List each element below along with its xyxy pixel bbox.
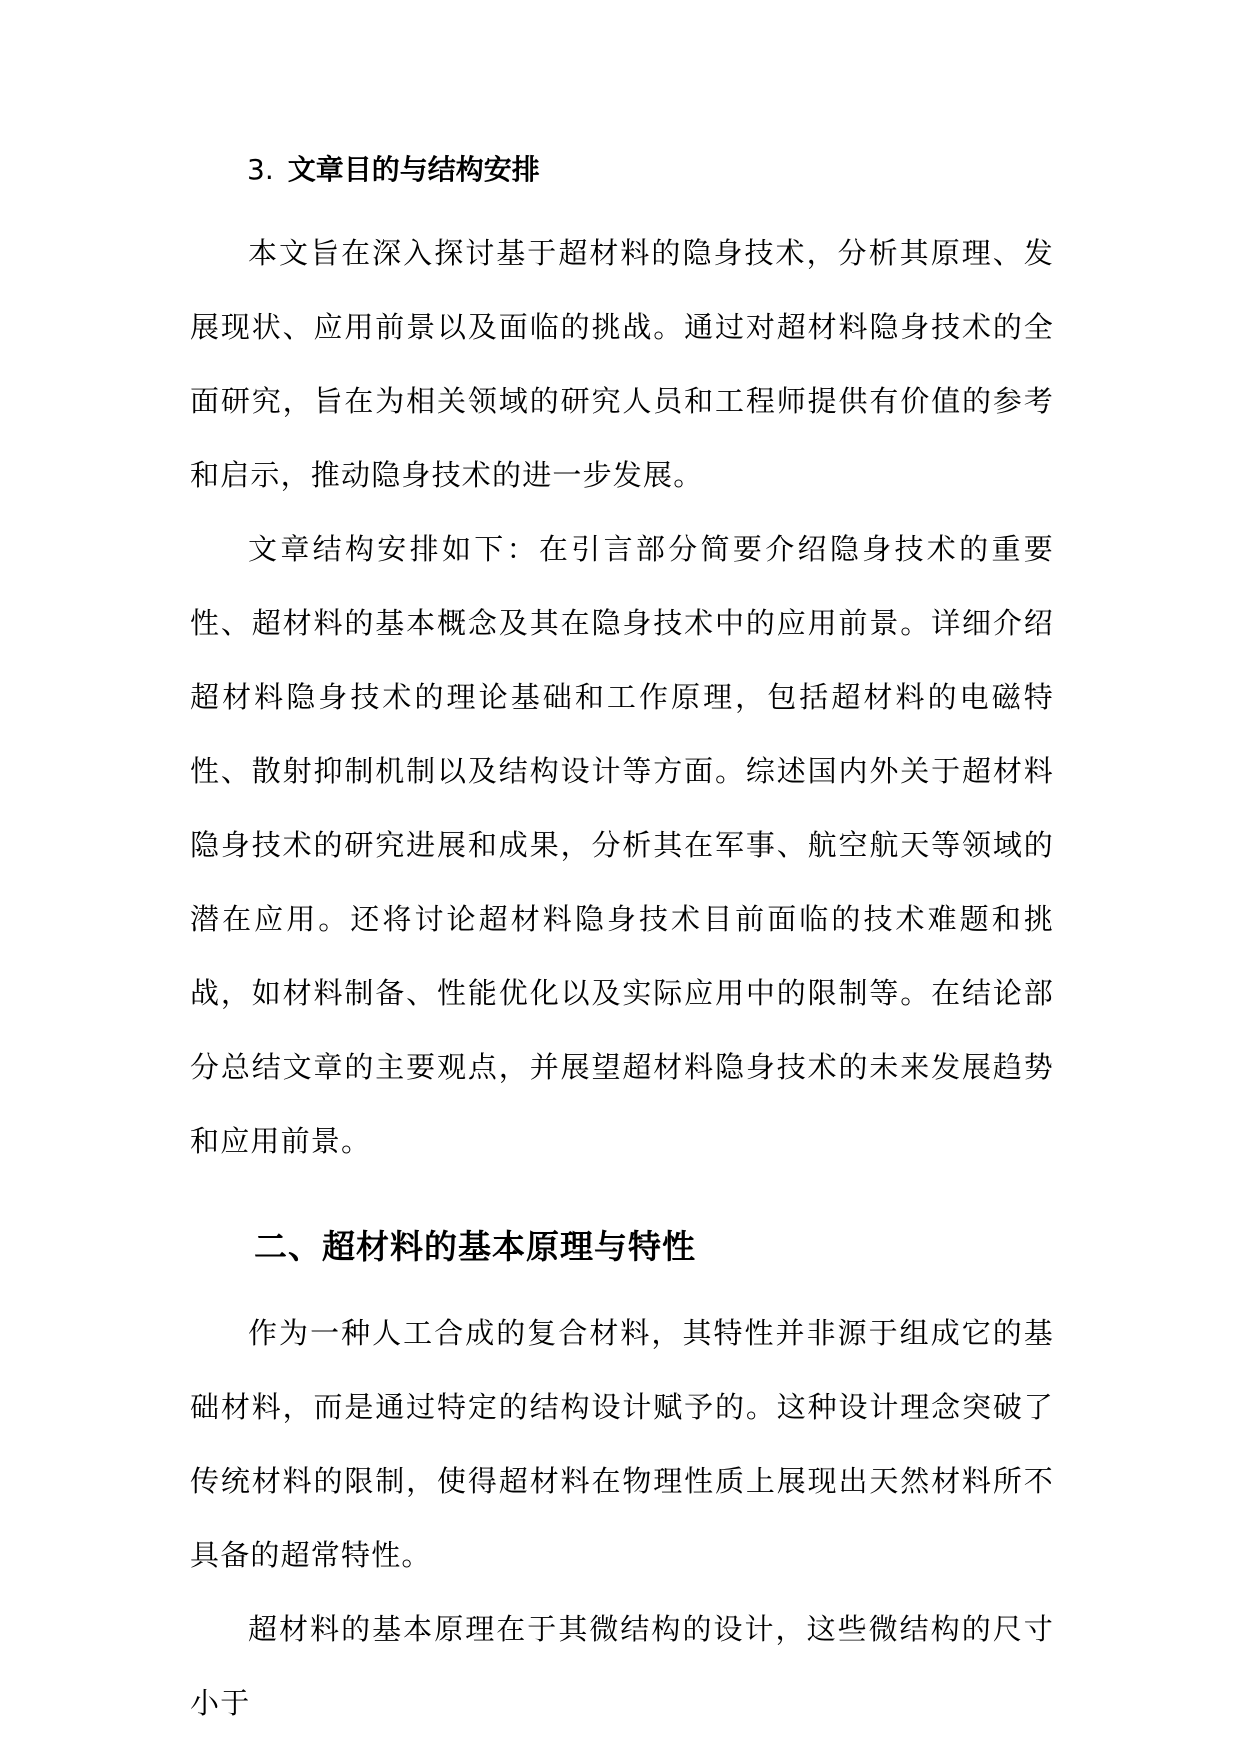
paragraph-metamaterial-principle: 超材料的基本原理在于其微结构的设计，这些微结构的尺寸小于 [190, 1612, 1054, 1720]
section-heading: 二、超材料的基本原理与特性 [254, 1227, 696, 1266]
paragraph-metamaterial-definition: 作为一种人工合成的复合材料，其特性并非源于组成它的基础材料，而是通过特定的结构设计赋予的。这种设计理念突破了传统材料的限制，使得超材料在物理性质上展现出天然材料所不具备的超常特性。 [190, 1316, 1054, 1572]
page-content [190, 150, 1054, 1740]
subsection-number: 3. [247, 153, 274, 186]
subsection-title: 文章目的与结构安排 [287, 153, 540, 186]
paragraph-structure: 文章结构安排如下：在引言部分简要介绍隐身技术的重要性、超材料的基本概念及其在隐身技术中的应用前景。详细介绍超材料隐身技术的理论基础和工作原理，包括超材料的电磁特性、散射抑制机制以及结构设计等方面。综述国内外关于超材料隐身技术的研究进展和成果，分析其在军事、航空航天等领域的潜在应用。还将讨论超材料隐身技术目前面临的技术难题和挑战，如材料制备、性能优化以及实际应用中的限制等。在结论部分总结文章的主要观点，并展望超材料隐身技术的未来发展趋势和应用前景。 [190, 532, 1054, 1158]
subsection-heading [247, 150, 1054, 190]
paragraph-purpose: 本文旨在深入探讨基于超材料的隐身技术，分析其原理、发展现状、应用前景以及面临的挑战。通过对超材料隐身技术的全面研究，旨在为相关领域的研究人员和工程师提供有价值的参考和启示，推动隐身技术的进一步发展。 [190, 236, 1054, 492]
